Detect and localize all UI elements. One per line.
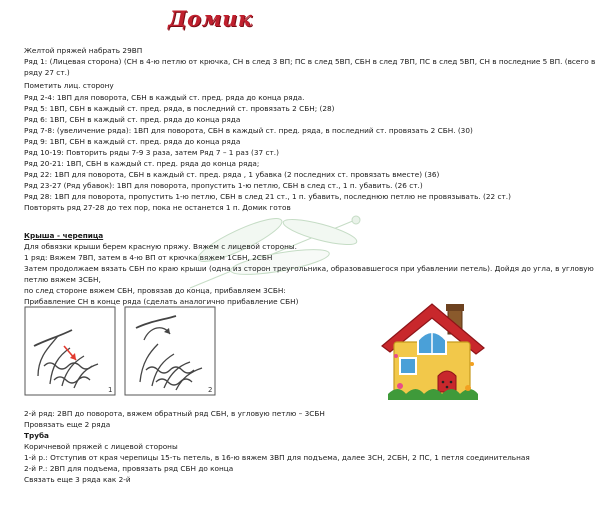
intro-line-3: ряду 27 ст.) bbox=[24, 68, 70, 77]
pipe-heading: Труба bbox=[24, 431, 49, 440]
row-instruction: Ряд 6: 1ВП, СБН в каждый ст. пред. ряда до конца ряда bbox=[24, 115, 241, 124]
roof-heading: Крыша - черепица bbox=[24, 231, 104, 240]
crochet-house-image bbox=[372, 296, 492, 404]
row-instruction: Ряд 5: 1ВП, СБН в каждый ст. пред. ряда, в последний ст. провязать 2 СБН; (28) bbox=[24, 104, 335, 113]
row-instruction: Ряд 2-4: 1ВП для поворота, СБН в каждый ст. пред. ряда до конца ряда. bbox=[24, 93, 305, 102]
row-instruction: Ряд 7-8: (увеличение ряда): 1ВП для поворота, СБН в каждый ст. пред. ряда, в последний ст. провязать 2 СБН. (30) bbox=[24, 126, 473, 135]
roof-line-8: Провязать еще 2 ряда bbox=[24, 420, 111, 429]
roof-line-1: Для обвязки крыши берем красную пряжу. Вяжем с лицевой стороны. bbox=[24, 242, 297, 251]
row-instruction: Ряд 10-19: Повторить ряды 7-9 3 раза, затем Ряд 7 – 1 раз (37 ст.) bbox=[24, 148, 279, 157]
grass bbox=[388, 389, 478, 400]
intro-line-2: Ряд 1: (Лицевая сторона) (СН в 4-ю петлю от крючка, СН в след 3 ВП; ПС в след 5ВП, СБН в след 7ВП, ПС в след 5ВП, СН в последние 5 ВП. (всего в bbox=[24, 57, 596, 66]
roof-line-2: 1 ряд: Вяжем 7ВП, затем в 4-ю ВП от крючка вяжем 1СБН, 2СБН bbox=[24, 253, 273, 262]
intro-line-1: Желтой пряжей набрать 29ВП bbox=[24, 46, 143, 55]
pipe-line-2: 1-й р.: Отступив от края черепицы 15-ть петель, в 16-ю вяжем 3ВП для подъема, далее 3СН, 2СБН, 2 ПС, 1 петля соединительная bbox=[24, 453, 530, 462]
intro-line-4: Пометить лиц. сторону bbox=[24, 81, 114, 90]
figure-1-number: 1 bbox=[108, 386, 113, 394]
figure-1-frame bbox=[25, 307, 115, 395]
pipe-line-4: Связать еще 3 ряда как 2-й bbox=[24, 475, 131, 484]
row-instruction: Ряд 22: 1ВП для поворота, СБН в каждый ст. пред. ряда , 1 убавка (2 последних ст. провязать вместе) (36) bbox=[24, 170, 440, 179]
door bbox=[438, 371, 456, 392]
roof-line-3: Затем продолжаем вязать СБН по краю крыши (одна из сторон треугольника, образовавшегося при убавлении петель). Дойдя до угла, в угловую bbox=[24, 264, 594, 273]
roof-line-6: Прибавление СН в конце ряда (сделать аналогично прибавление СБН) bbox=[24, 297, 299, 306]
row-instruction: Ряд 28: 1ВП для поворота, пропустить 1-ю петлю, СБН в след 21 ст., 1 п. убавить, последнюю петлю не провязывать. (22 ст.) bbox=[24, 192, 511, 201]
row-instruction: Ряд 23-27 (Ряд убавок): 1ВП для поворота, пропустить 1-ю петлю, СБН в след ст., 1 п. убавить. (26 ст.) bbox=[24, 181, 423, 190]
chimney-cap bbox=[446, 304, 464, 311]
row-instruction: Ряд 9: 1ВП, СБН в каждый ст. пред. ряда до конца ряда bbox=[24, 137, 241, 146]
crochet-diagram bbox=[24, 306, 218, 398]
roof-line-4: петлю вяжем 3СБН, bbox=[24, 275, 101, 284]
pipe-line-1: Коричневой пряжей с лицевой стороны bbox=[24, 442, 178, 451]
roof-line-5: по след стороне вяжем СБН, провязав до конца, прибавляем 3СБН: bbox=[24, 286, 286, 295]
figure-2-frame bbox=[125, 307, 215, 395]
page-title: Домик bbox=[168, 6, 253, 31]
left-window bbox=[400, 358, 416, 374]
row-instruction: Ряд 20-21: 1ВП, СБН в каждый ст. пред. ряда до конца ряда; bbox=[24, 159, 260, 168]
row-instruction: Повторять ряд 27-28 до тех пор, пока не останется 1 п. Домик готов bbox=[24, 203, 291, 212]
figure-2-number: 2 bbox=[208, 386, 213, 394]
pipe-line-3: 2-й Р.: 2ВП для подъема, провязать ряд СБН до конца bbox=[24, 464, 234, 473]
roof-line-7: 2-й ряд: 2ВП до поворота, вяжем обратный ряд СБН, в угловую петлю – 3СБН bbox=[24, 409, 325, 418]
